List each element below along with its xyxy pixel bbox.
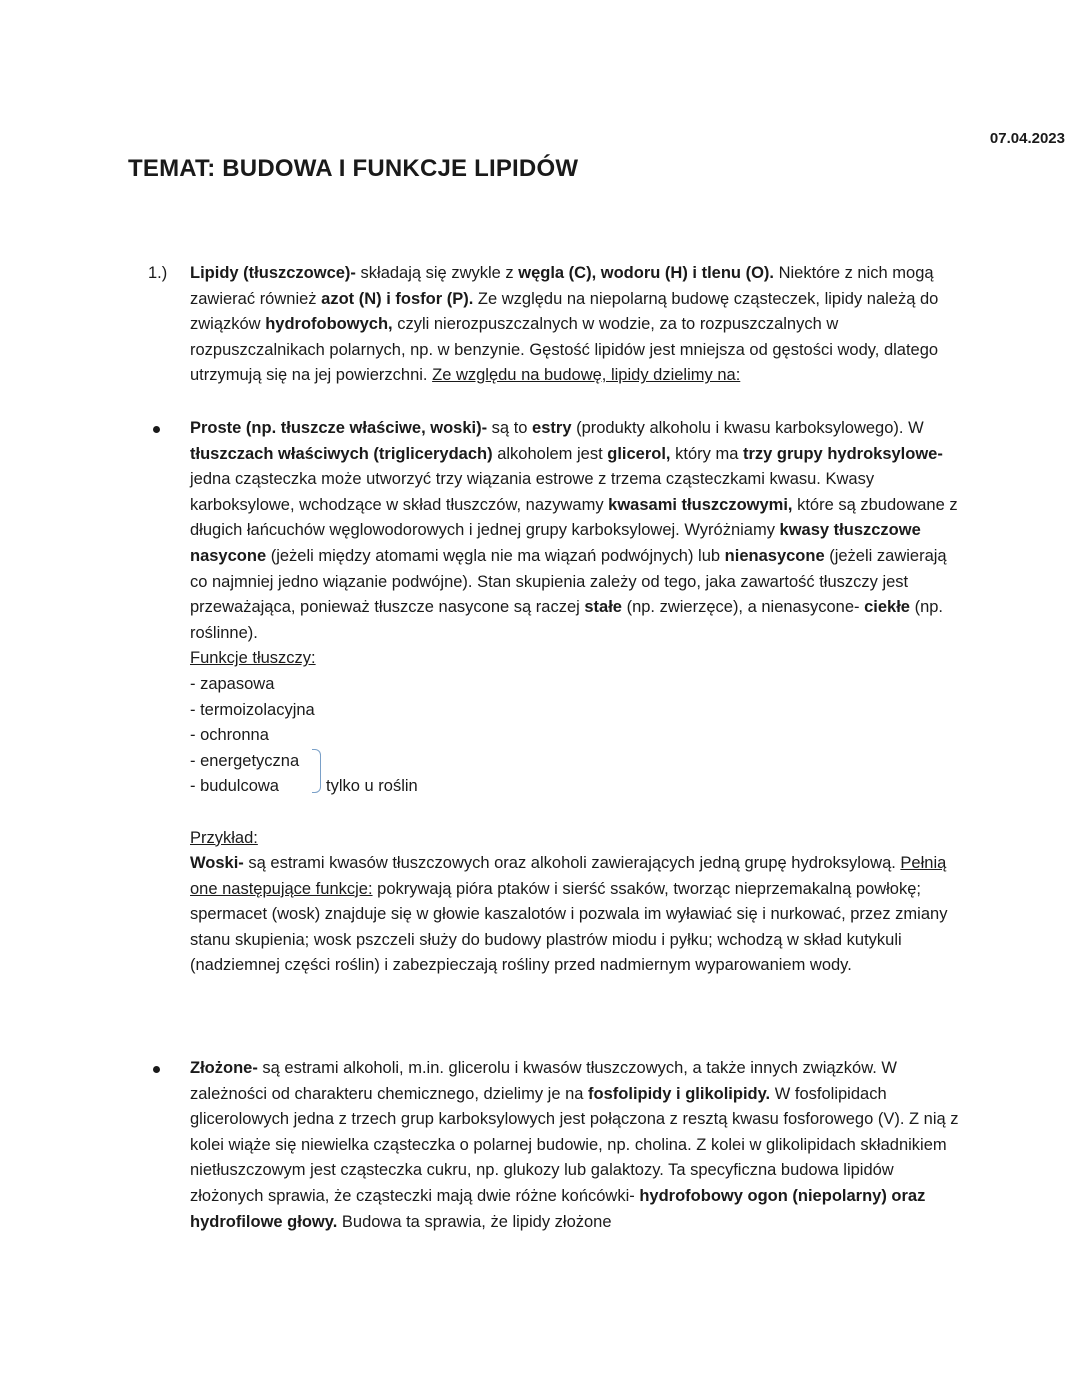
text-run: (jeżeli zawierają co najmniej jedno wiązanie podwójne). Stan skupienia zależy od tego, jaka zawartość tłuszczy jest przeważająca, ponieważ tłuszcze nasycone są raczej xyxy=(190,546,947,617)
underlined-text: Pełnią one następujące funkcje: xyxy=(190,854,947,898)
bold-text: azot (N) i fosfor (P). xyxy=(321,289,474,308)
text-run: który ma xyxy=(670,444,743,463)
bold-text: hydrofobowy ogon (niepolarny) oraz hydrofilowe głowy. xyxy=(190,1186,926,1231)
functions-heading: Funkcje tłuszczy: xyxy=(190,649,316,668)
bullet-icon xyxy=(153,1066,160,1073)
function-item: - zapasowa xyxy=(190,674,275,693)
brace-note: tylko u roślin xyxy=(326,777,418,796)
function-item-brace-group xyxy=(190,749,960,800)
function-item: - ochronna xyxy=(190,726,269,745)
bold-text: Złożone- xyxy=(190,1059,258,1077)
paragraph-woski xyxy=(190,851,960,979)
bold-text: Woski- xyxy=(190,854,244,873)
bold-text: ciekłe xyxy=(864,598,910,617)
text-run: Niektóre z nich mogą zawierać również xyxy=(190,264,934,308)
bold-text: węgla (C), wodoru (H) i tlenu (O). xyxy=(518,264,774,282)
paragraph-zlozone xyxy=(190,1056,960,1235)
text-run: są estrami alkoholi, m.in. glicerolu i kwasów tłuszczowych, a także innych związków. W zależności od charakteru chemicznego, dzielimy je na xyxy=(190,1059,897,1103)
page-title: TEMAT: BUDOWA I FUNKCJE LIPIDÓW xyxy=(128,155,579,182)
functions-list xyxy=(190,672,960,800)
text-run: jedna cząsteczka może utworzyć trzy wiązania estrowe z trzema cząsteczkami kwasu. Kwasy karboksylowe, wchodzące w skład tłuszczów, nazywamy xyxy=(190,470,875,514)
text-run: Ze względu na niepolarną budowę cząsteczek, lipidy należą do związków xyxy=(190,289,939,334)
text-run: (jeżeli między atomami węgla nie ma wiązań podwójnych) lub xyxy=(266,546,725,565)
date-label: 07.04.2023 xyxy=(989,130,1065,147)
paragraph-lipidy xyxy=(190,261,960,389)
section-lipidy xyxy=(148,261,960,389)
bold-text: kwasy tłuszczowe nasycone xyxy=(190,521,921,565)
text-run: Budowa ta sprawia, że lipidy złożone xyxy=(337,1212,612,1231)
bold-text: Proste (np. tłuszcze właściwe, woski)- xyxy=(190,419,488,437)
bullet-icon xyxy=(153,426,160,433)
text-run: (np. roślinne). xyxy=(190,598,944,642)
bold-text: glicerol, xyxy=(607,444,671,463)
text-run: (np. zwierzęce), a nienasycone- xyxy=(621,598,865,617)
bold-text: hydrofobowych, xyxy=(265,315,393,334)
brace-icon xyxy=(312,749,321,793)
bold-text: tłuszczach właściwych (triglicerydach) xyxy=(190,444,493,463)
text-run: są to xyxy=(487,419,533,437)
bold-text: trzy grupy hydroksylowe- xyxy=(742,444,943,463)
section-proste xyxy=(190,416,960,979)
bold-text: Lipidy (tłuszczowce)- xyxy=(190,264,356,282)
section-zlozone xyxy=(190,1056,960,1235)
bold-text: stałe xyxy=(584,598,622,617)
bold-text: fosfolipidy i glikolipidy. xyxy=(588,1084,771,1103)
text-run: W fosfolipidach glicerolowych jedna z trzech grup karboksylowych jest połączona z resztą kwasu fosforowego (V). Z nią z kolei wiąże się niewielka cząsteczka o polarnej budowie, np. cholina. Z kolei w glikolipidach składnikiem nietłuszczowym jest cząsteczka cukru, np. glukozy lub galaktozy. Ta specyficzna budowa lipidów złożonych sprawia, że cząsteczki mają dwie różne końcówki- xyxy=(190,1084,959,1205)
function-item: - budulcowa xyxy=(190,777,279,796)
text-run: alkoholem jest xyxy=(492,444,608,463)
paragraph-proste xyxy=(190,416,960,646)
bold-text: estry xyxy=(532,419,572,437)
example-heading: Przykład: xyxy=(190,828,258,847)
text-run: są estrami kwasów tłuszczowych oraz alkoholi zawierających jedną grupę hydroksylową. xyxy=(243,854,901,873)
list-number: 1.) xyxy=(148,264,168,282)
underlined-text: Ze względu na budowę, lipidy dzielimy na: xyxy=(432,366,741,385)
text-run: składają się zwykle z xyxy=(355,264,519,282)
text-run: pokrywają pióra ptaków i sierść ssaków, tworząc nieprzemakalną powłokę; spermacet (wosk) znajduje się w głowie kaszalotów i pozwala im wyławiać się i nurkować, przez zmiany stanu skupienia; wosk pszczeli służy do budowy plastrów miodu i pyłku; wchodzą w skład kutykuli (nadziemnej części roślin) i zabezpieczają rośliny przed nadmiernym wyparowaniem wody. xyxy=(190,879,948,975)
bold-text: kwasami tłuszczowymi, xyxy=(608,495,793,514)
text-run: które są zbudowane z długich łańcuchów węglowodorowych i jednej grupy karboksylowej. Wyróżniamy xyxy=(190,495,958,540)
text-run: (produkty alkoholu i kwasu karboksylowego). W xyxy=(571,419,924,437)
text-run: czyli nierozpuszczalnych w wodzie, za to rozpuszczalnych w rozpuszczalnikach polarnych, np. w benzynie. Gęstość lipidów jest mniejsza od gęstości wody, dlatego utrzymują się na jej powierzchni. xyxy=(190,315,939,385)
function-item: - energetyczna xyxy=(190,751,300,770)
bold-text: nienasycone xyxy=(724,546,825,565)
function-item: - termoizolacyjna xyxy=(190,700,315,719)
